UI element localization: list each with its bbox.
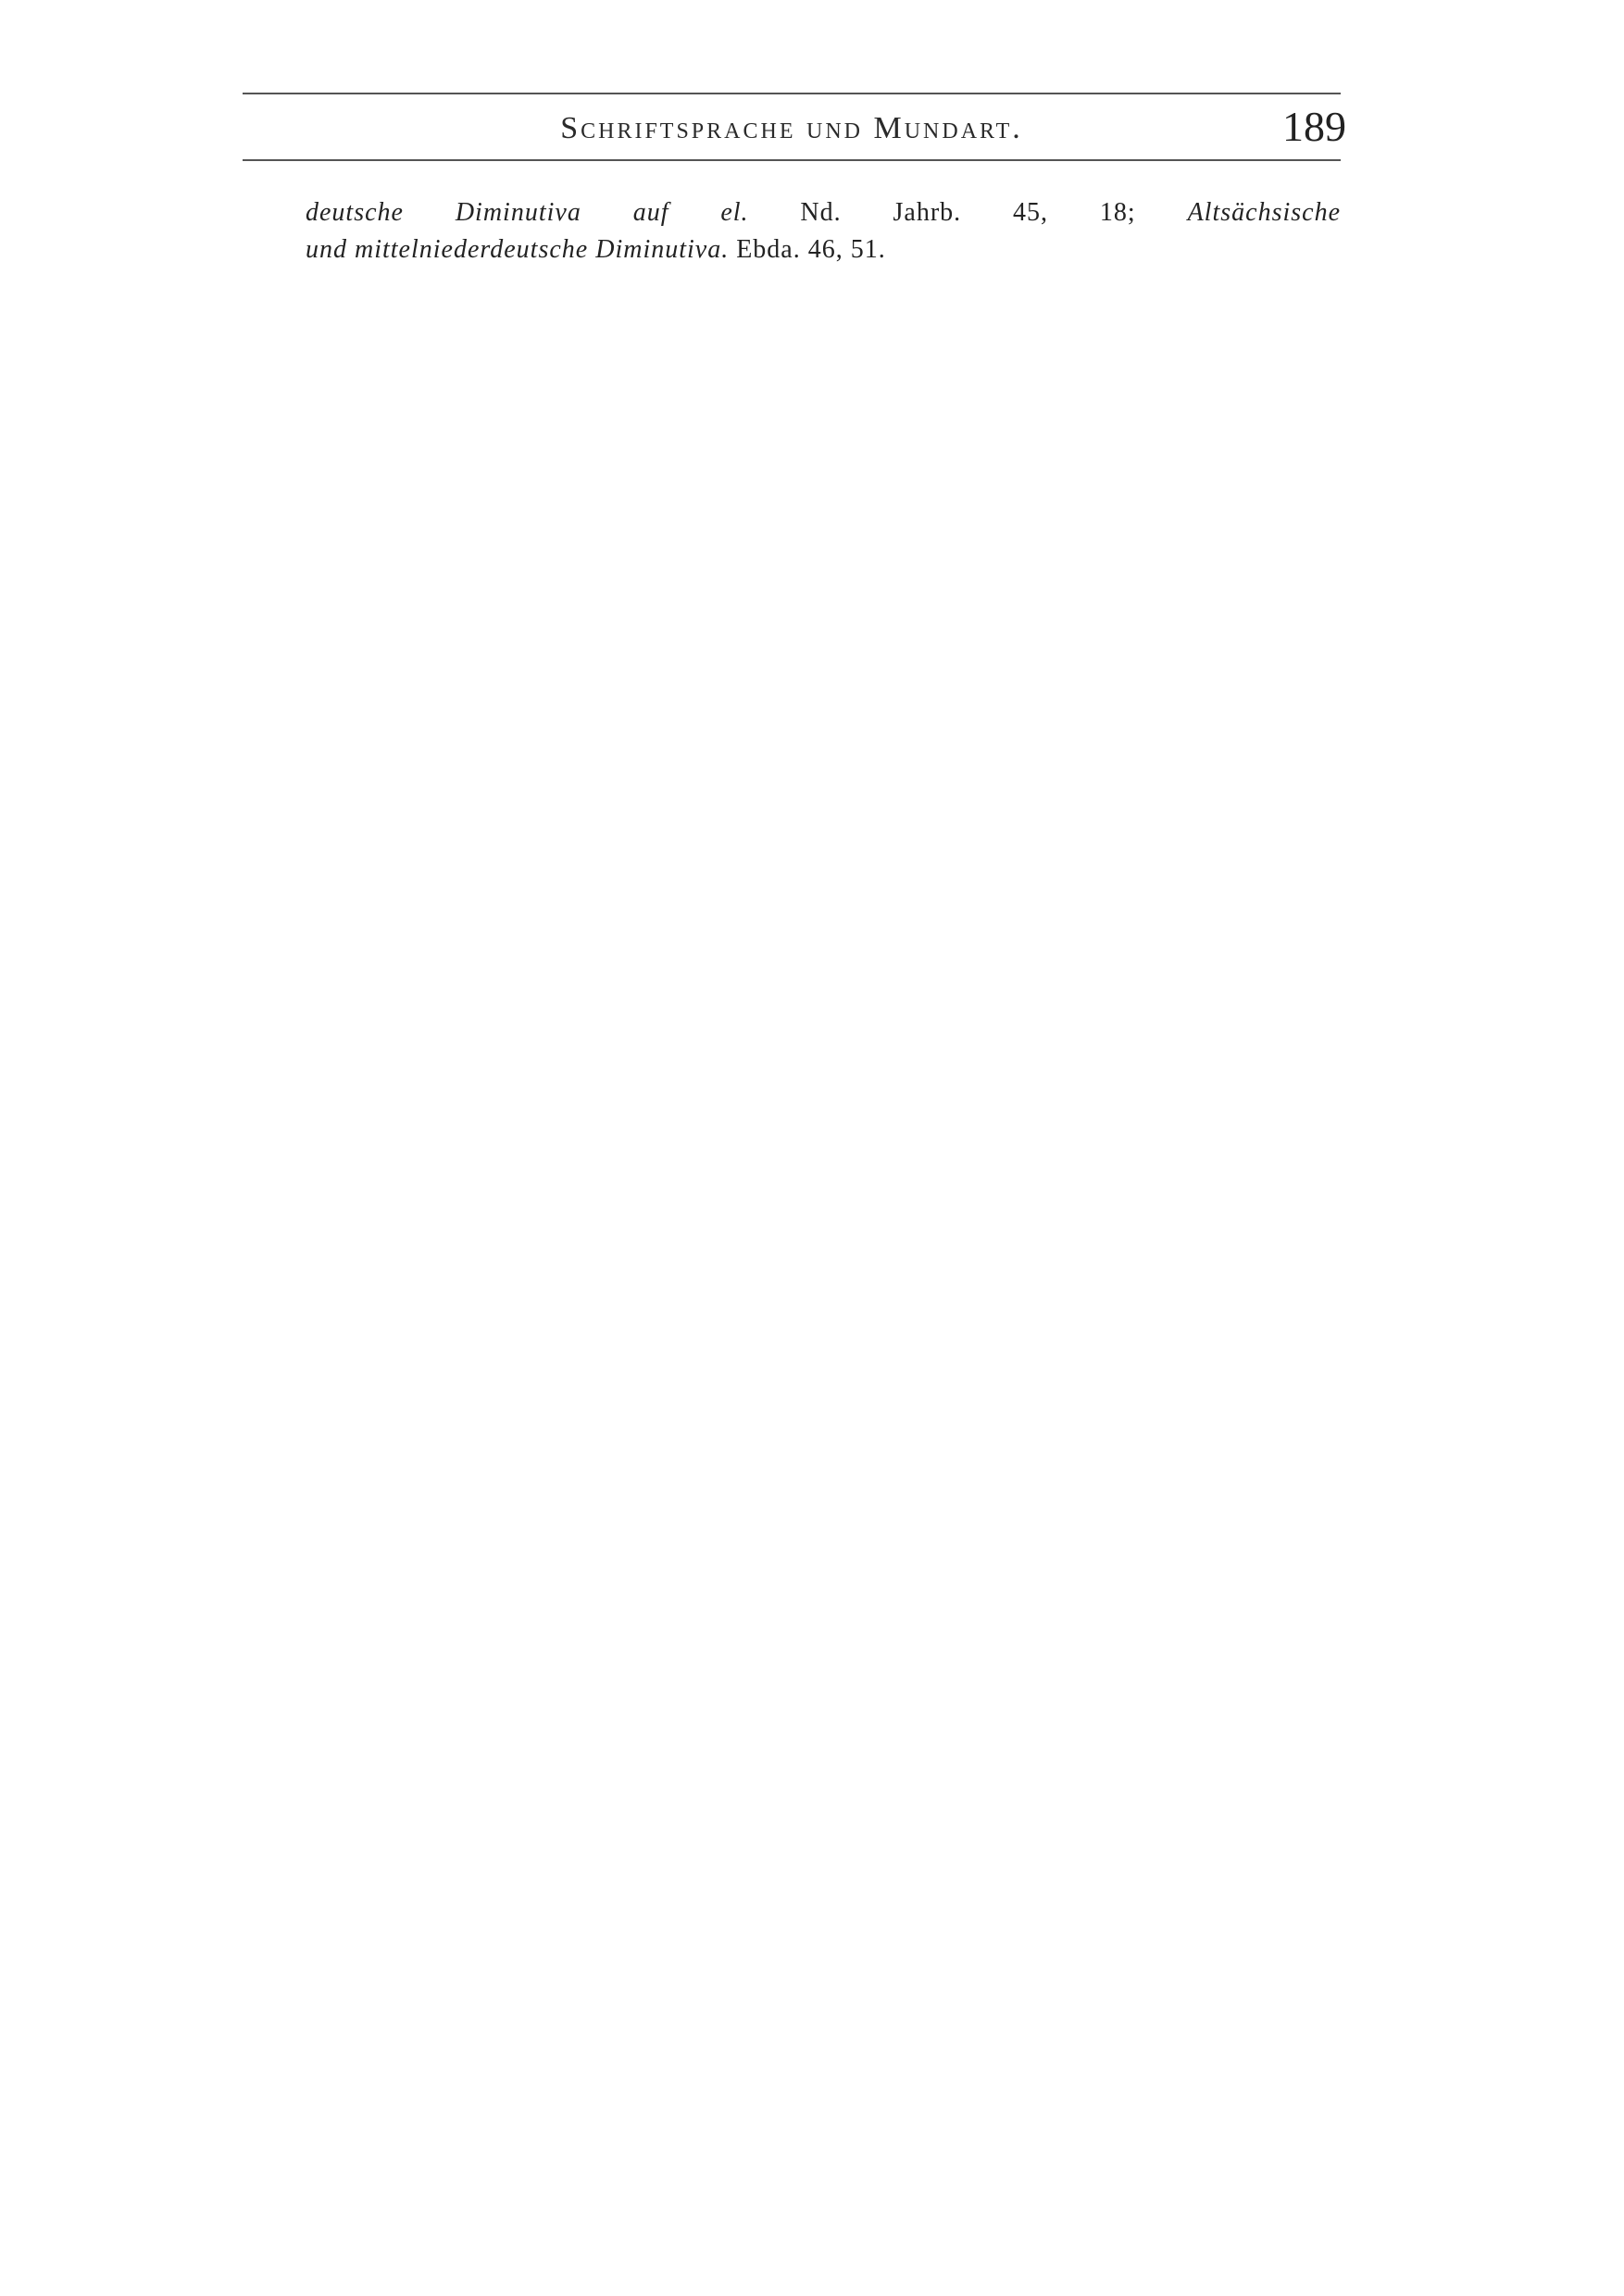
text-segment: deutsche Diminutiva auf el.	[306, 198, 749, 227]
text-line	[306, 231, 1341, 268]
text-segment: Ebda. 46, 51.	[729, 235, 886, 264]
text-segment: Altsächsische	[1187, 198, 1341, 227]
header-rule-bottom	[243, 159, 1341, 161]
text-segment: Nd. Jahrb. 45, 18;	[748, 198, 1188, 227]
text-segment: und mittelniederdeutsche Diminutiva.	[306, 235, 730, 264]
text-line	[306, 194, 1341, 231]
header-rule-top	[243, 93, 1341, 94]
page-number: 189	[1282, 103, 1346, 150]
running-head: Schriftsprache und Mundart.	[560, 111, 1023, 145]
